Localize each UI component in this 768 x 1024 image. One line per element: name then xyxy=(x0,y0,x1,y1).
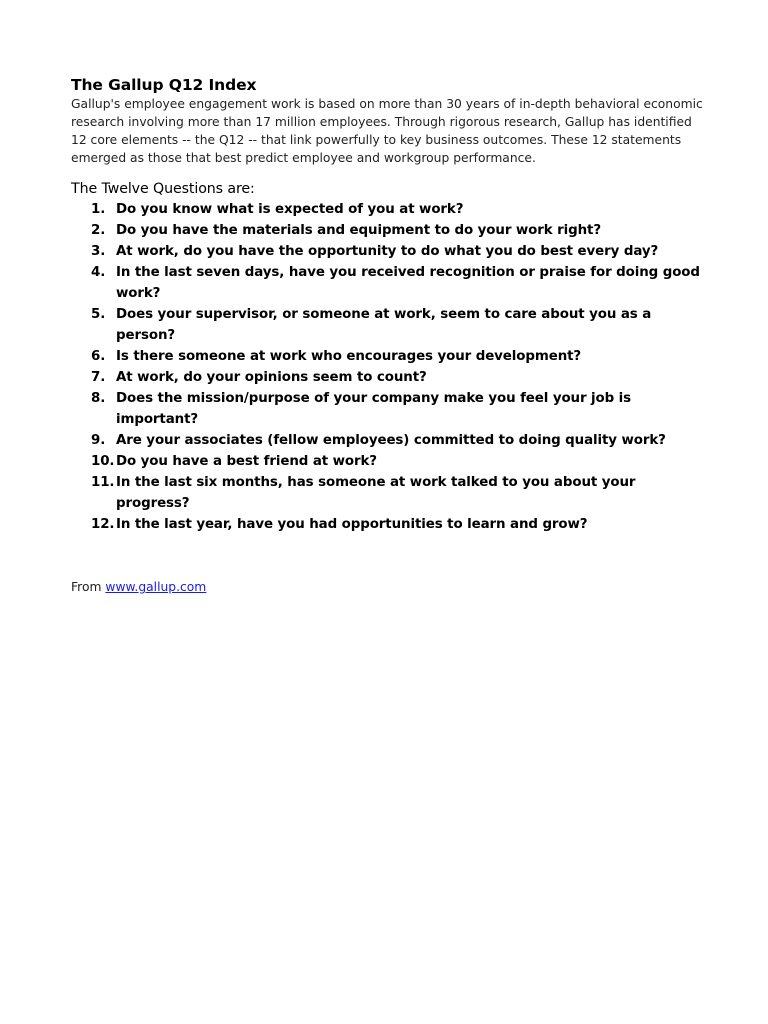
question-text: In the last six months, has someone at work talked to you about your progress? xyxy=(116,475,636,511)
question-number: 5. xyxy=(91,307,106,322)
questions-list xyxy=(71,199,711,535)
question-text: Do you know what is expected of you at work? xyxy=(116,202,464,217)
question-item xyxy=(71,199,711,220)
document-title: The Gallup Q12 Index xyxy=(71,76,257,94)
source-line xyxy=(71,578,711,596)
question-number: 6. xyxy=(91,349,106,364)
question-number: 12. xyxy=(91,517,115,532)
question-item xyxy=(71,430,711,451)
question-item xyxy=(71,262,711,304)
questions-heading: The Twelve Questions are: xyxy=(71,181,255,197)
question-item xyxy=(71,367,711,388)
question-number: 2. xyxy=(91,223,106,238)
question-text: At work, do your opinions seem to count? xyxy=(116,370,427,385)
question-text: In the last year, have you had opportunities to learn and grow? xyxy=(116,517,588,532)
question-item xyxy=(71,220,711,241)
question-item xyxy=(71,514,711,535)
question-number: 7. xyxy=(91,370,106,385)
document-page xyxy=(71,75,711,596)
question-item xyxy=(71,388,711,430)
question-item xyxy=(71,304,711,346)
question-text: Are your associates (fellow employees) committed to doing quality work? xyxy=(116,433,666,448)
question-number: 4. xyxy=(91,265,106,280)
intro-paragraph: Gallup's employee engagement work is based on more than 30 years of in-depth behavioral economic research involving more than 17 million employees. Through rigorous research, Gallup has identified 12 core elements -- the Q12 -- that link powerfully to key business outcomes. These 12 statements emerged as those that best predict employee and workgroup performance. xyxy=(71,97,703,165)
question-number: 3. xyxy=(91,244,106,259)
question-item xyxy=(71,451,711,472)
question-text: Is there someone at work who encourages your development? xyxy=(116,349,582,364)
question-item xyxy=(71,472,711,514)
question-number: 8. xyxy=(91,391,106,406)
question-item xyxy=(71,346,711,367)
question-number: 9. xyxy=(91,433,106,448)
question-item xyxy=(71,241,711,262)
question-text: Does your supervisor, or someone at work, seem to care about you as a person? xyxy=(116,307,652,343)
question-text: Does the mission/purpose of your company make you feel your job is important? xyxy=(116,391,632,427)
question-text: At work, do you have the opportunity to do what you do best every day? xyxy=(116,244,659,259)
question-text: In the last seven days, have you received recognition or praise for doing good work? xyxy=(116,265,700,301)
question-number: 11. xyxy=(91,475,115,490)
source-link[interactable]: www.gallup.com xyxy=(105,580,207,594)
question-number: 1. xyxy=(91,202,106,217)
question-text: Do you have a best friend at work? xyxy=(116,454,377,469)
question-number: 10. xyxy=(91,454,115,469)
source-prefix: From xyxy=(71,580,102,594)
question-text: Do you have the materials and equipment to do your work right? xyxy=(116,223,602,238)
